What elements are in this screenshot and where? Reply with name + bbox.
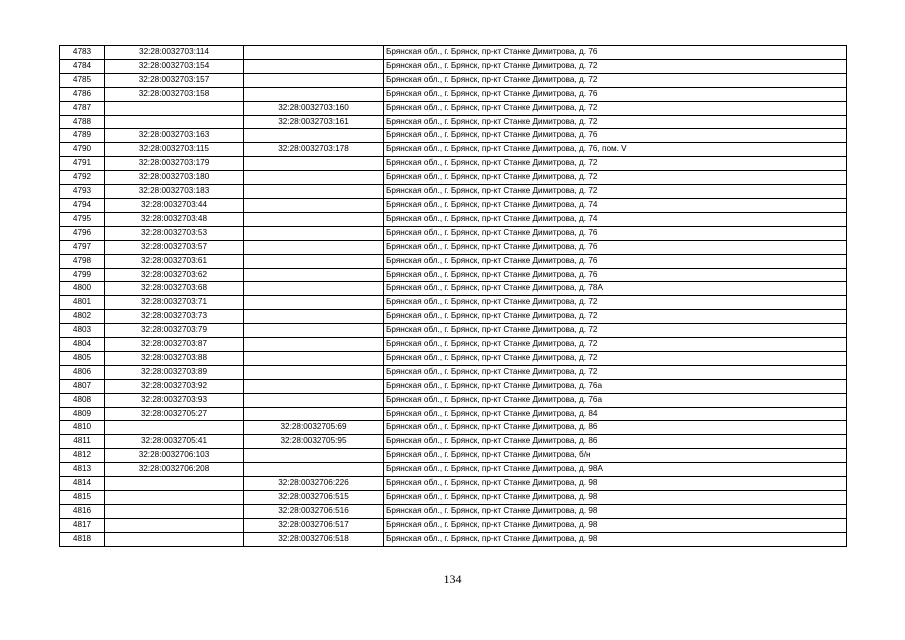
cadastral-number-cell [105, 504, 244, 518]
table-row [60, 59, 847, 73]
row-number-cell: 4788 [60, 115, 105, 129]
address-cell: Брянская обл., г. Брянск, пр-кт Станке Димитрова, д. 76 [384, 46, 847, 60]
cadastral-number-cell: 32:28:0032705:27 [105, 407, 244, 421]
address-cell: Брянская обл., г. Брянск, пр-кт Станке Димитрова, д. 72 [384, 310, 847, 324]
address-cell: Брянская обл., г. Брянск, пр-кт Станке Димитрова, д. 74 [384, 212, 847, 226]
address-cell: Брянская обл., г. Брянск, пр-кт Станке Димитрова, д. 98 [384, 504, 847, 518]
cadastral-number-cell: 32:28:0032703:180 [105, 171, 244, 185]
table-row [60, 435, 847, 449]
row-number-cell: 4809 [60, 407, 105, 421]
cadastral-number-cell: 32:28:0032703:115 [105, 143, 244, 157]
cadastral-number-cell: 32:28:0032703:71 [105, 296, 244, 310]
linked-cadastral-number-cell: 32:28:0032703:178 [244, 143, 384, 157]
table-row [60, 463, 847, 477]
table-row [60, 254, 847, 268]
row-number-cell: 4813 [60, 463, 105, 477]
row-number-cell: 4802 [60, 310, 105, 324]
table-row [60, 296, 847, 310]
address-cell: Брянская обл., г. Брянск, пр-кт Станке Димитрова, д. 76а [384, 379, 847, 393]
row-number-cell: 4791 [60, 157, 105, 171]
linked-cadastral-number-cell: 32:28:0032706:518 [244, 532, 384, 546]
table-row [60, 365, 847, 379]
cadastral-number-cell: 32:28:0032703:88 [105, 351, 244, 365]
table-row [60, 449, 847, 463]
address-cell: Брянская обл., г. Брянск, пр-кт Станке Димитрова, д. 72 [384, 296, 847, 310]
linked-cadastral-number-cell: 32:28:0032706:516 [244, 504, 384, 518]
table-row [60, 73, 847, 87]
row-number-cell: 4790 [60, 143, 105, 157]
address-cell: Брянская обл., г. Брянск, пр-кт Станке Димитрова, д. 76а [384, 393, 847, 407]
table-row [60, 101, 847, 115]
linked-cadastral-number-cell [244, 393, 384, 407]
table-row [60, 143, 847, 157]
cadastral-number-cell: 32:28:0032703:44 [105, 198, 244, 212]
cadastral-number-cell: 32:28:0032703:157 [105, 73, 244, 87]
address-cell: Брянская обл., г. Брянск, пр-кт Станке Димитрова, д. 76 [384, 254, 847, 268]
row-number-cell: 4794 [60, 198, 105, 212]
linked-cadastral-number-cell: 32:28:0032706:515 [244, 491, 384, 505]
cadastral-number-cell [105, 101, 244, 115]
table-row [60, 421, 847, 435]
row-number-cell: 4792 [60, 171, 105, 185]
table-row [60, 226, 847, 240]
table-row [60, 157, 847, 171]
address-cell: Брянская обл., г. Брянск, пр-кт Станке Димитрова, д. 74 [384, 198, 847, 212]
linked-cadastral-number-cell [244, 463, 384, 477]
row-number-cell: 4811 [60, 435, 105, 449]
address-cell: Брянская обл., г. Брянск, пр-кт Станке Димитрова, д. 98 [384, 477, 847, 491]
registry-table-body [60, 46, 847, 547]
row-number-cell: 4793 [60, 185, 105, 199]
table-row [60, 240, 847, 254]
linked-cadastral-number-cell [244, 157, 384, 171]
address-cell: Брянская обл., г. Брянск, пр-кт Станке Димитрова, д. 72 [384, 185, 847, 199]
row-number-cell: 4787 [60, 101, 105, 115]
row-number-cell: 4803 [60, 324, 105, 338]
linked-cadastral-number-cell: 32:28:0032703:161 [244, 115, 384, 129]
address-cell: Брянская обл., г. Брянск, пр-кт Станке Димитрова, д. 72 [384, 73, 847, 87]
address-cell: Брянская обл., г. Брянск, пр-кт Станке Димитрова, д. 76 [384, 129, 847, 143]
table-row [60, 212, 847, 226]
page-number: 134 [443, 572, 462, 586]
row-number-cell: 4810 [60, 421, 105, 435]
row-number-cell: 4798 [60, 254, 105, 268]
linked-cadastral-number-cell [244, 296, 384, 310]
table-row [60, 171, 847, 185]
cadastral-number-cell: 32:28:0032703:179 [105, 157, 244, 171]
cadastral-number-cell [105, 421, 244, 435]
registry-table [59, 45, 847, 547]
linked-cadastral-number-cell [244, 171, 384, 185]
cadastral-number-cell: 32:28:0032703:89 [105, 365, 244, 379]
table-row [60, 407, 847, 421]
linked-cadastral-number-cell [244, 365, 384, 379]
linked-cadastral-number-cell [244, 254, 384, 268]
cadastral-number-cell [105, 518, 244, 532]
row-number-cell: 4818 [60, 532, 105, 546]
row-number-cell: 4799 [60, 268, 105, 282]
address-cell: Брянская обл., г. Брянск, пр-кт Станке Димитрова, д. 72 [384, 171, 847, 185]
cadastral-number-cell: 32:28:0032703:61 [105, 254, 244, 268]
cadastral-number-cell [105, 491, 244, 505]
row-number-cell: 4816 [60, 504, 105, 518]
address-cell: Брянская обл., г. Брянск, пр-кт Станке Димитрова, д. 72 [384, 115, 847, 129]
address-cell: Брянская обл., г. Брянск, пр-кт Станке Димитрова, д. 72 [384, 157, 847, 171]
row-number-cell: 4795 [60, 212, 105, 226]
cadastral-number-cell: 32:28:0032706:103 [105, 449, 244, 463]
linked-cadastral-number-cell [244, 198, 384, 212]
cadastral-number-cell: 32:28:0032703:163 [105, 129, 244, 143]
table-row [60, 379, 847, 393]
linked-cadastral-number-cell [244, 73, 384, 87]
table-row [60, 198, 847, 212]
row-number-cell: 4812 [60, 449, 105, 463]
cadastral-number-cell: 32:28:0032703:158 [105, 87, 244, 101]
table-row [60, 268, 847, 282]
address-cell: Брянская обл., г. Брянск, пр-кт Станке Димитрова, д. 72 [384, 365, 847, 379]
table-row [60, 46, 847, 60]
linked-cadastral-number-cell [244, 310, 384, 324]
table-row [60, 351, 847, 365]
linked-cadastral-number-cell [244, 338, 384, 352]
address-cell: Брянская обл., г. Брянск, пр-кт Станке Димитрова, д. 72 [384, 324, 847, 338]
cadastral-number-cell [105, 115, 244, 129]
row-number-cell: 4815 [60, 491, 105, 505]
linked-cadastral-number-cell: 32:28:0032705:95 [244, 435, 384, 449]
linked-cadastral-number-cell [244, 185, 384, 199]
address-cell: Брянская обл., г. Брянск, пр-кт Станке Димитрова, д. 72 [384, 59, 847, 73]
table-row [60, 491, 847, 505]
address-cell: Брянская обл., г. Брянск, пр-кт Станке Димитрова, д. 72 [384, 338, 847, 352]
linked-cadastral-number-cell [244, 351, 384, 365]
row-number-cell: 4796 [60, 226, 105, 240]
linked-cadastral-number-cell [244, 226, 384, 240]
row-number-cell: 4808 [60, 393, 105, 407]
cadastral-number-cell [105, 477, 244, 491]
address-cell: Брянская обл., г. Брянск, пр-кт Станке Димитрова, д. 98А [384, 463, 847, 477]
row-number-cell: 4806 [60, 365, 105, 379]
row-number-cell: 4789 [60, 129, 105, 143]
cadastral-number-cell [105, 532, 244, 546]
table-row [60, 338, 847, 352]
table-row [60, 129, 847, 143]
row-number-cell: 4797 [60, 240, 105, 254]
linked-cadastral-number-cell: 32:28:0032706:226 [244, 477, 384, 491]
row-number-cell: 4805 [60, 351, 105, 365]
cadastral-number-cell: 32:28:0032703:48 [105, 212, 244, 226]
cadastral-number-cell: 32:28:0032706:208 [105, 463, 244, 477]
cadastral-number-cell: 32:28:0032703:53 [105, 226, 244, 240]
address-cell: Брянская обл., г. Брянск, пр-кт Станке Димитрова, д. 76 [384, 268, 847, 282]
linked-cadastral-number-cell [244, 59, 384, 73]
address-cell: Брянская обл., г. Брянск, пр-кт Станке Димитрова, д. 76, пом. V [384, 143, 847, 157]
linked-cadastral-number-cell [244, 240, 384, 254]
address-cell: Брянская обл., г. Брянск, пр-кт Станке Димитрова, д. 86 [384, 435, 847, 449]
cadastral-number-cell: 32:28:0032703:62 [105, 268, 244, 282]
table-row [60, 477, 847, 491]
cadastral-number-cell: 32:28:0032703:92 [105, 379, 244, 393]
row-number-cell: 4814 [60, 477, 105, 491]
linked-cadastral-number-cell [244, 268, 384, 282]
row-number-cell: 4801 [60, 296, 105, 310]
cadastral-number-cell: 32:28:0032703:183 [105, 185, 244, 199]
address-cell: Брянская обл., г. Брянск, пр-кт Станке Димитрова, д. 98 [384, 532, 847, 546]
table-row [60, 518, 847, 532]
table-row [60, 504, 847, 518]
cadastral-number-cell: 32:28:0032703:73 [105, 310, 244, 324]
table-row [60, 282, 847, 296]
cadastral-number-cell: 32:28:0032705:41 [105, 435, 244, 449]
table-row [60, 310, 847, 324]
linked-cadastral-number-cell [244, 449, 384, 463]
cadastral-number-cell: 32:28:0032703:93 [105, 393, 244, 407]
row-number-cell: 4784 [60, 59, 105, 73]
row-number-cell: 4786 [60, 87, 105, 101]
linked-cadastral-number-cell: 32:28:0032703:160 [244, 101, 384, 115]
row-number-cell: 4783 [60, 46, 105, 60]
cadastral-number-cell: 32:28:0032703:87 [105, 338, 244, 352]
row-number-cell: 4804 [60, 338, 105, 352]
table-row [60, 115, 847, 129]
cadastral-number-cell: 32:28:0032703:154 [105, 59, 244, 73]
cadastral-number-cell: 32:28:0032703:68 [105, 282, 244, 296]
linked-cadastral-number-cell [244, 46, 384, 60]
linked-cadastral-number-cell [244, 129, 384, 143]
row-number-cell: 4817 [60, 518, 105, 532]
address-cell: Брянская обл., г. Брянск, пр-кт Станке Димитрова, д. 76 [384, 87, 847, 101]
linked-cadastral-number-cell [244, 379, 384, 393]
cadastral-number-cell: 32:28:0032703:114 [105, 46, 244, 60]
address-cell: Брянская обл., г. Брянск, пр-кт Станке Димитрова, д. 98 [384, 491, 847, 505]
row-number-cell: 4807 [60, 379, 105, 393]
linked-cadastral-number-cell [244, 282, 384, 296]
row-number-cell: 4785 [60, 73, 105, 87]
address-cell: Брянская обл., г. Брянск, пр-кт Станке Димитрова, д. 78А [384, 282, 847, 296]
table-row [60, 87, 847, 101]
table-row [60, 393, 847, 407]
table-row [60, 324, 847, 338]
address-cell: Брянская обл., г. Брянск, пр-кт Станке Димитрова, д. 84 [384, 407, 847, 421]
address-cell: Брянская обл., г. Брянск, пр-кт Станке Димитрова, д. 98 [384, 518, 847, 532]
linked-cadastral-number-cell: 32:28:0032705:69 [244, 421, 384, 435]
address-cell: Брянская обл., г. Брянск, пр-кт Станке Димитрова, д. 86 [384, 421, 847, 435]
linked-cadastral-number-cell [244, 407, 384, 421]
table-row [60, 532, 847, 546]
linked-cadastral-number-cell: 32:28:0032706:517 [244, 518, 384, 532]
linked-cadastral-number-cell [244, 212, 384, 226]
linked-cadastral-number-cell [244, 87, 384, 101]
address-cell: Брянская обл., г. Брянск, пр-кт Станке Димитрова, д. 72 [384, 351, 847, 365]
table-row [60, 185, 847, 199]
address-cell: Брянская обл., г. Брянск, пр-кт Станке Димитрова, д. 72 [384, 101, 847, 115]
cadastral-number-cell: 32:28:0032703:57 [105, 240, 244, 254]
address-cell: Брянская обл., г. Брянск, пр-кт Станке Димитрова, д. 76 [384, 240, 847, 254]
cadastral-number-cell: 32:28:0032703:79 [105, 324, 244, 338]
address-cell: Брянская обл., г. Брянск, пр-кт Станке Димитрова, д. 76 [384, 226, 847, 240]
linked-cadastral-number-cell [244, 324, 384, 338]
row-number-cell: 4800 [60, 282, 105, 296]
address-cell: Брянская обл., г. Брянск, пр-кт Станке Димитрова, б/н [384, 449, 847, 463]
